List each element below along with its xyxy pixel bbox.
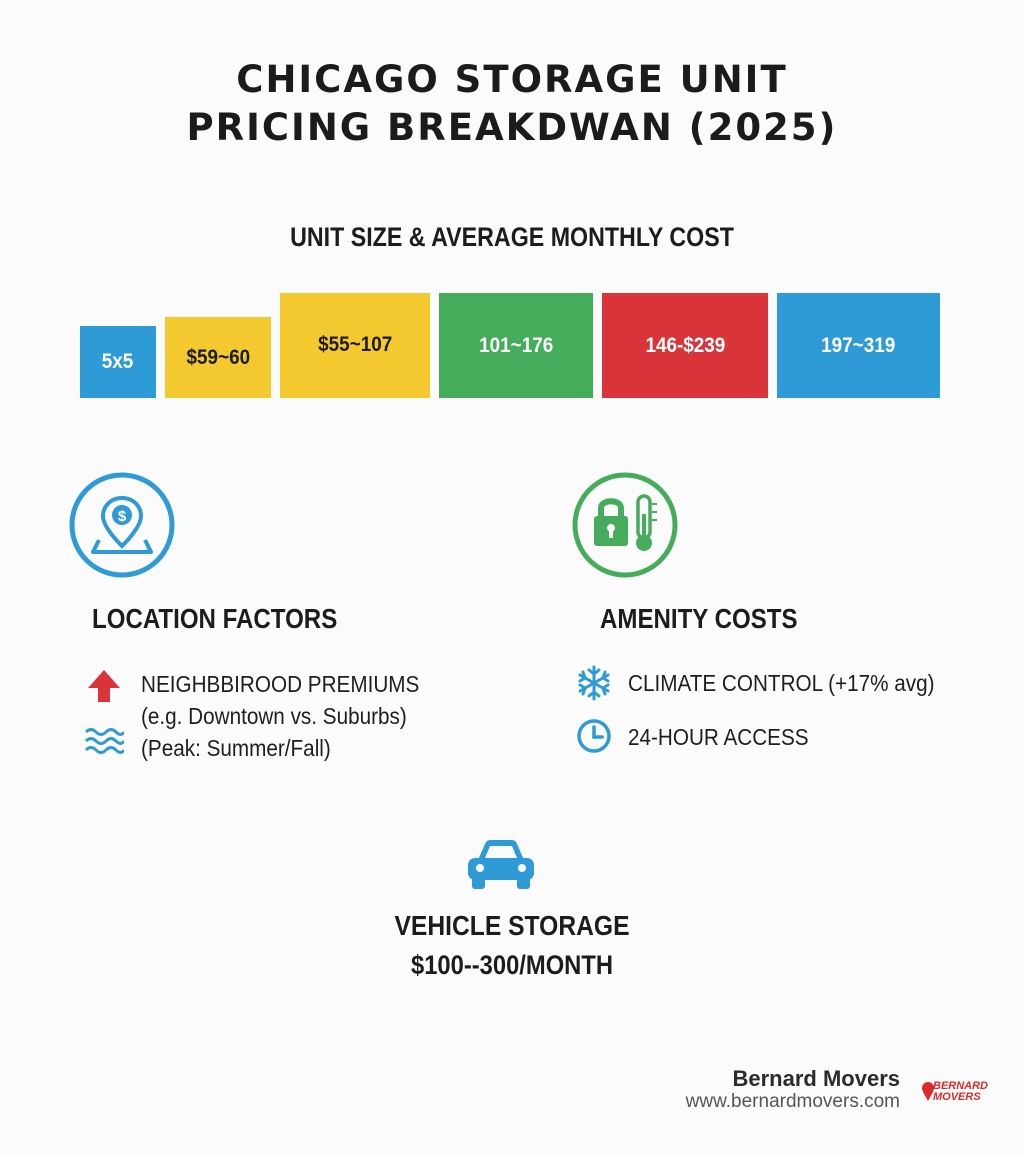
unit-cost-bar-label: 146-$239 <box>645 333 725 357</box>
logo-wordmark <box>933 1081 988 1103</box>
title-line-2: PRICING BREAKDWAN (2025) <box>186 106 838 149</box>
location-factors-heading: LOCATION FACTORS <box>92 603 338 634</box>
unit-cost-bar <box>777 293 940 398</box>
lock-thermometer-icon <box>570 470 680 580</box>
unit-cost-bar-label: 5x5 <box>102 350 134 373</box>
amenity-costs-heading: AMENITY COSTS <box>600 603 798 634</box>
amenity-item-2: 24-HOUR ACCESS <box>628 724 809 750</box>
waves-icon <box>84 726 124 758</box>
unit-cost-bar-label: 197~319 <box>821 333 896 357</box>
vehicle-storage-heading: VEHICLE STORAGE <box>394 910 630 941</box>
brand-name: Bernard Movers <box>732 1066 900 1091</box>
map-pin-dollar-icon <box>67 470 177 580</box>
unit-cost-bar <box>602 293 768 398</box>
amenity-item-1: CLIMATE CONTROL (+17% avg) <box>628 670 935 696</box>
unit-cost-bar <box>439 293 593 398</box>
unit-cost-heading: UNIT SIZE & AVERAGE MONTHLY COST <box>290 222 734 252</box>
location-item-3: (Peak: Summer/Fall) <box>141 735 331 761</box>
unit-cost-bar-label: $59~60 <box>186 345 250 369</box>
logo-wordmark-line-1: BERNARD <box>933 1080 988 1092</box>
brand-url: www.bernardmovers.com <box>685 1091 900 1112</box>
unit-cost-bar <box>80 326 156 398</box>
car-icon <box>464 838 538 890</box>
title-line-1: CHICAGO STORAGE UNIT <box>236 58 788 101</box>
logo-wordmark-line-2: MOVERS <box>933 1091 981 1103</box>
clock-icon <box>576 718 612 754</box>
unit-cost-bar <box>165 317 271 398</box>
svg-text:$: $ <box>117 508 127 525</box>
unit-cost-bar-label: 101~176 <box>478 333 554 357</box>
snowflake-icon <box>576 665 612 701</box>
location-item-1: NEIGHBBIROOD PREMIUMS <box>141 671 420 697</box>
arrow-up-icon <box>86 668 122 704</box>
unit-cost-bar <box>280 293 430 398</box>
location-item-2: (e.g. Downtown vs. Suburbs) <box>141 703 407 729</box>
unit-cost-bar-label: $55~107 <box>317 333 393 356</box>
vehicle-storage-price: $100--300/MONTH <box>410 950 614 980</box>
page-title <box>0 56 1024 152</box>
